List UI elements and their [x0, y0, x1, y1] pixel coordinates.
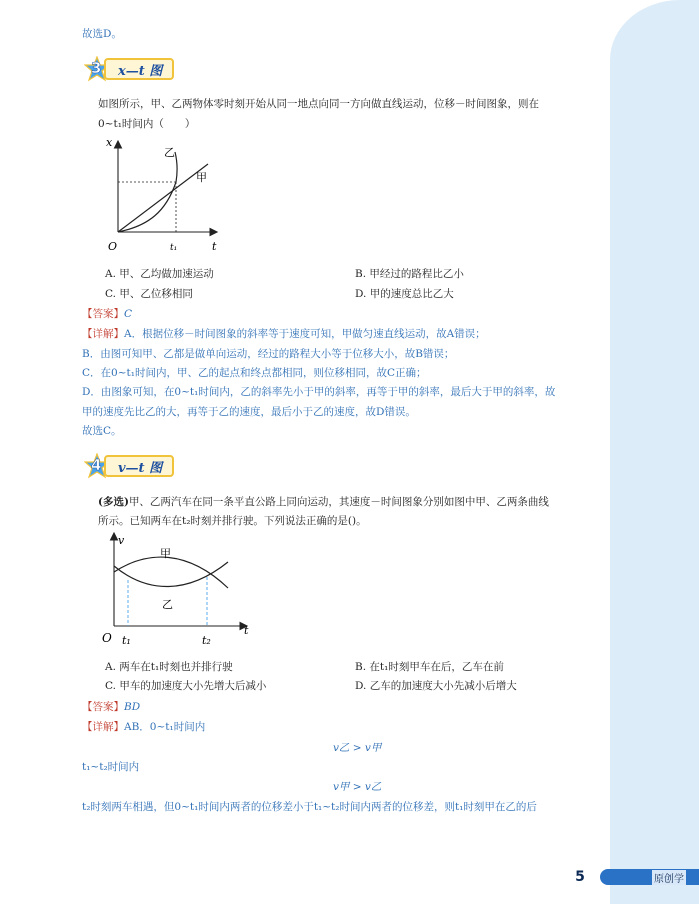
q4-line2: 所示。已知两车在t₂时刻并排行驶。下列说法正确的是()。 — [98, 515, 367, 527]
footer-tag: 原创学 — [652, 870, 686, 885]
vt-graph — [98, 530, 258, 652]
line-jia — [118, 164, 208, 232]
xt-tick-t1: t₁ — [170, 243, 178, 253]
q3-detail-2: C．在0~t₁时间内，甲、乙的起点和终点都相同，则位移相同，故C正确； — [82, 367, 427, 379]
q3-detail-5: 故选C。 — [82, 425, 122, 437]
vt-label-jia: 甲 — [160, 547, 171, 560]
xt-graph — [98, 134, 238, 256]
curve-yi-vt — [114, 562, 228, 587]
vt-label-yi: 乙 — [162, 598, 173, 611]
q4-option-a: A. 两车在t₁时刻也并排行驶 — [105, 661, 233, 673]
q3-option-d: D. 甲的速度总比乙大 — [355, 288, 454, 300]
q4-detail-tag: 【详解】 — [82, 721, 124, 733]
q3-line1: 如图所示，甲、乙两物体零时刻开始从同一地点向同一方向做直线运动，位移－时间图象，则在 — [98, 98, 539, 110]
q4-answer-value: BD — [124, 701, 141, 713]
curve-jia — [114, 557, 228, 588]
xt-label-yi: 乙 — [164, 146, 175, 159]
q4-multi-tag: (多选) — [98, 496, 129, 508]
section-3-title: x—t 图 — [104, 58, 174, 80]
q4-detail-text-1: AB．0~t₁时间内 — [124, 721, 206, 733]
section-4-number: 4 — [91, 456, 102, 474]
q3-detail-4: 甲的速度先比乙的大，再等于乙的速度，最后小于乙的速度，故D错误。 — [82, 406, 416, 418]
q3-detail-1: B．由图可知甲、乙都是做单向运动，经过的路程大小等于位移大小，故B错误； — [82, 348, 455, 360]
q3-line2: 0~t₁时间内（ ） — [98, 118, 196, 130]
q4-detail-1 — [82, 720, 205, 734]
section-3-badge — [84, 56, 174, 82]
q4-line1-text: 甲、乙两汽车在同一条平直公路上同向运动，其速度－时间图象分别如图中甲、乙两条曲线 — [128, 496, 549, 508]
xt-x-label: t — [212, 240, 217, 253]
side-panel — [610, 0, 699, 904]
q4-formula-1: v乙 > v甲 — [333, 742, 382, 754]
vt-origin: O — [102, 631, 112, 645]
vt-tick-t2: t₂ — [202, 634, 211, 647]
vt-x-label: t — [244, 624, 249, 637]
q3-detail-0 — [82, 327, 486, 341]
section-4-title: v—t 图 — [104, 455, 174, 477]
q3-answer — [82, 307, 132, 321]
q4-line1 — [98, 495, 549, 509]
q4-answer-tag: 【答案】 — [82, 701, 124, 713]
xt-label-jia: 甲 — [196, 171, 207, 184]
q3-option-a: A. 甲、乙均做加速运动 — [105, 268, 214, 280]
q4-option-b: B. 在t₁时刻甲车在后，乙车在前 — [355, 661, 504, 673]
curve-yi — [118, 152, 177, 232]
q3-detail-tag: 【详解】 — [82, 328, 124, 340]
section-4-badge — [84, 453, 174, 479]
vt-tick-t1: t₁ — [122, 634, 131, 647]
q3-answer-value: C — [124, 308, 133, 320]
q3-detail-3: D．由图象可知，在0~t₁时间内，乙的斜率先小于甲的斜率，再等于甲的斜率，最后大于甲的斜率，故 — [82, 386, 556, 398]
q4-option-c: C. 甲车的加速度大小先增大后减小 — [105, 680, 267, 692]
q4-detail-last: t₂时刻两车相遇，但0~t₁时间内两者的位移差小于t₁~t₂时间内两者的位移差，则t₁时刻甲在乙的后 — [82, 801, 537, 813]
q3-option-b: B. 甲经过的路程比乙小 — [355, 268, 464, 280]
q3-detail-text-0: A．根据位移－时间图象的斜率等于速度可知，甲做匀速直线运动，故A错误； — [124, 328, 486, 340]
q4-option-d: D. 乙车的加速度大小先减小后增大 — [355, 680, 517, 692]
q4-interval-2: t₁~t₂时间内 — [82, 761, 140, 773]
section-3-number: 3 — [91, 59, 102, 77]
q3-answer-tag: 【答案】 — [82, 308, 124, 320]
page-number: 5 — [560, 869, 600, 885]
xt-origin: O — [108, 240, 118, 253]
previous-conclusion: 故选D。 — [82, 28, 122, 40]
xt-y-label: x — [106, 136, 113, 149]
vt-y-label: v — [118, 534, 125, 547]
q4-answer — [82, 700, 140, 714]
q4-formula-2: v甲 > v乙 — [333, 781, 382, 793]
q3-option-c: C. 甲、乙位移相同 — [105, 288, 193, 300]
